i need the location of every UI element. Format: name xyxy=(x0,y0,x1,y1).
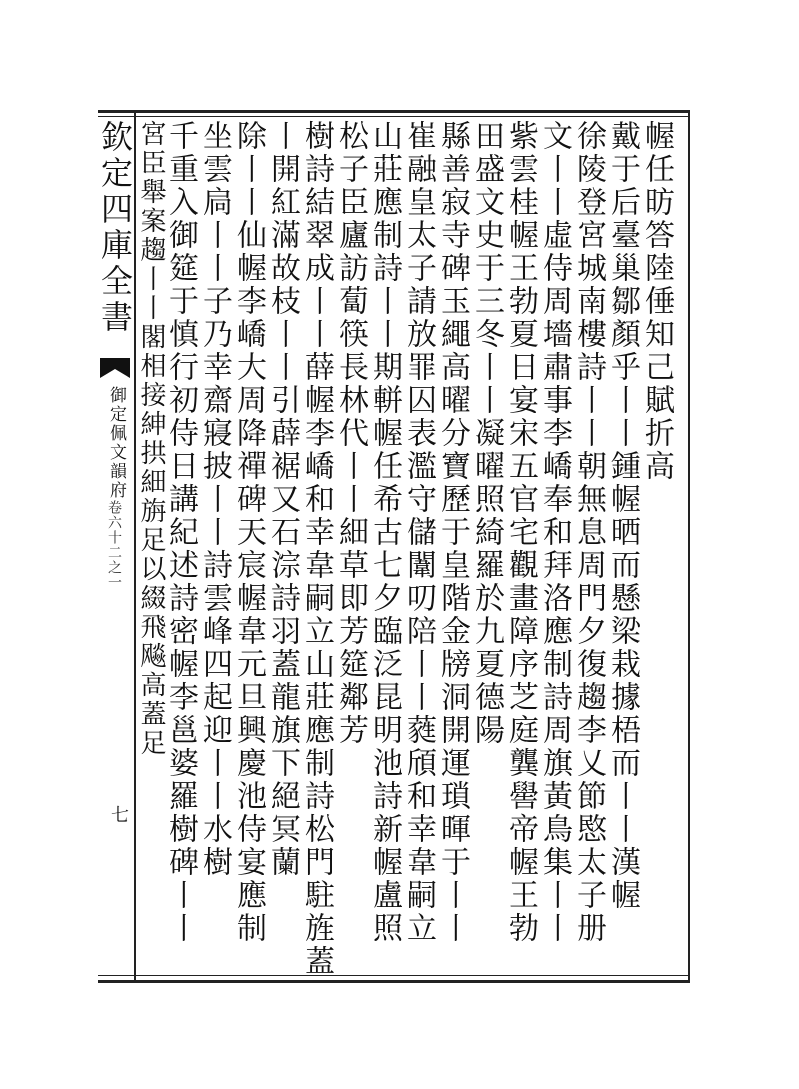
right-frame-rule xyxy=(688,110,690,983)
top-frame-inner-rule xyxy=(98,116,690,117)
text-column: 坐雲扃丨丨子乃幸齋寢披丨丨詩雲峰四起迎丨丨水樹 xyxy=(197,120,232,879)
bottom-frame-rule xyxy=(98,980,690,983)
page-number: 七 xyxy=(108,805,129,823)
book-title: 欽定四庫全書 xyxy=(96,120,134,336)
volume-label: 卷六十二之一 xyxy=(106,500,122,590)
text-column: 丨開紅滿故枝丨丨引薜裾又石淙詩羽蓋龍旗下絕冥蘭 xyxy=(265,120,300,879)
text-column: 松子臣廬訪蔔筷長林代丨丨細草即芳筵鄰芳 xyxy=(333,120,368,747)
text-column: 樹詩結翠成丨丨薛幄李嶠和幸韋嗣立山莊應制詩松門駐旌蓋 xyxy=(299,120,334,978)
text-column: 山莊應制詩丨丨期軿幄任希古七夕臨泛昆明池詩新幄盧照 xyxy=(367,120,402,945)
text-column: 千重入御筵于慎行初侍日講紀述詩密幄李邕婆羅樹碑丨丨 xyxy=(163,120,198,945)
text-column: 縣善寂寺碑玉繩高曜分寶歷于皇階金牓洞開運瑣暉于丨丨 xyxy=(435,120,470,945)
fishtail-mark xyxy=(100,358,130,378)
text-column: 田盛文史于三冬丨丨凝曜照綺羅於九夏德陽 xyxy=(469,120,504,747)
book-subtitle: 御定佩文韻府 xyxy=(106,386,126,500)
text-column: 戴于后臺巢鄒顏乎丨丨鍾幄晒而懸梁栽據梧而丨丨漢幄 xyxy=(605,120,640,912)
text-column: 宮臣舉案趨丨丨閣相接紳拱細旃足以綴飛飚高蓋足 xyxy=(136,120,166,758)
text-column: 崔融皇太子請放罪囚表濫守儲闈叨陪丨丨蕤頎和幸韋嗣立 xyxy=(401,120,436,945)
text-column: 文丨丨虛侍周墻肅事李嶠奉和拜洛應制詩周旗黃鳥集丨丨 xyxy=(537,120,572,945)
text-column: 幄任昉答陸倕知己賦折高 xyxy=(639,120,674,483)
text-column: 除丨丨仙幄李嶠大周降禪碑天宸幄韋元旦興慶池侍宴應制 xyxy=(231,120,266,945)
text-column: 徐陵登宮城南樓詩丨丨朝無息周門夕復趨李乂節愍太子册 xyxy=(571,120,606,945)
text-column: 紫雲桂幄王勃夏日宴宋五官宅觀畫障序芝庭龔嚳帝幄王勃 xyxy=(503,120,538,945)
top-frame-rule xyxy=(98,110,690,113)
